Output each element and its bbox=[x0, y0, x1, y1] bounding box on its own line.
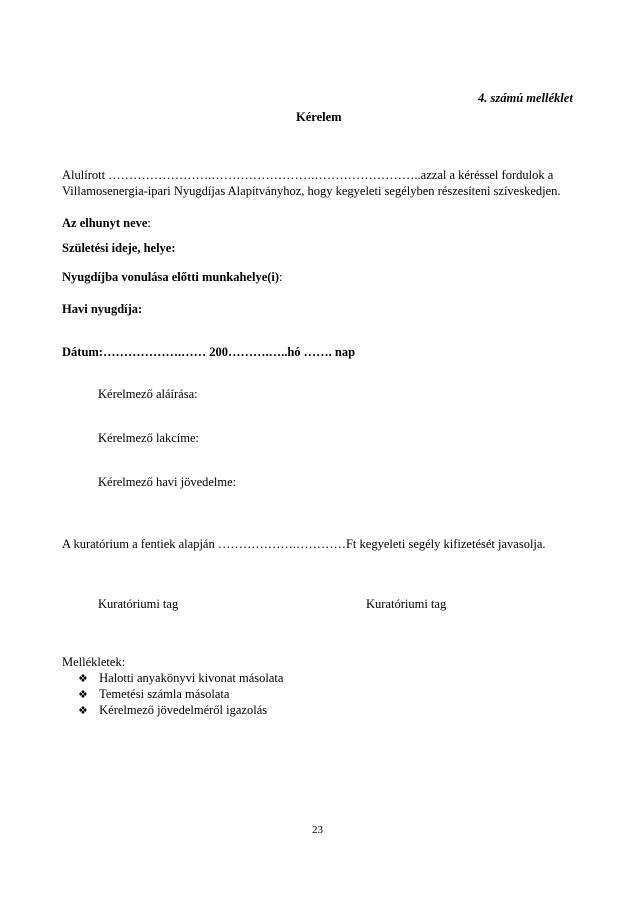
attachment-item bbox=[78, 671, 283, 687]
intro-line-2: Villamosenergia-ipari Nyugdíjas Alapítványhoz, hogy kegyeleti segélyben részesíteni szíveskedjen. bbox=[62, 184, 561, 198]
birth-label: Születési ideje, helye: bbox=[62, 241, 176, 255]
applicant-income-label: Kérelmező havi jövedelme: bbox=[98, 475, 237, 489]
deceased-name-colon: : bbox=[147, 216, 151, 230]
board-proposal: A kuratórium a fentiek alapján ……………….…………Ft kegyeleti segély kifizetését javasolja. bbox=[62, 537, 546, 551]
attachment-item-label: Temetési számla másolata bbox=[99, 687, 230, 701]
workplace-colon: : bbox=[279, 270, 283, 284]
diamond-bullet-icon: ❖ bbox=[78, 689, 88, 701]
annex-label: 4. számú melléklet bbox=[478, 91, 573, 105]
document-title: Kérelem bbox=[296, 110, 342, 124]
deceased-name-row bbox=[62, 216, 151, 231]
attachment-item bbox=[78, 703, 267, 719]
pension-label: Havi nyugdíja: bbox=[62, 302, 143, 316]
date-line: Dátum:……………….…… 200……….…..hó ……. nap bbox=[62, 345, 356, 359]
board-member-left: Kuratóriumi tag bbox=[98, 597, 179, 611]
attachment-item-label: Halotti anyakönyvi kivonat másolata bbox=[99, 671, 284, 685]
intro-line-1: Alulírott …………………….…………………….……………………..azzal a kéréssel fordulok a bbox=[62, 168, 554, 182]
board-member-right: Kuratóriumi tag bbox=[366, 597, 447, 611]
applicant-address-label: Kérelmező lakcíme: bbox=[98, 431, 199, 445]
workplace-row bbox=[62, 270, 283, 285]
page-number: 23 bbox=[312, 824, 323, 836]
workplace-label: Nyugdíjba vonulása előtti munkahelye(i) bbox=[62, 270, 280, 284]
attachments-heading: Mellékletek: bbox=[62, 655, 126, 669]
diamond-bullet-icon: ❖ bbox=[78, 673, 88, 685]
attachment-item bbox=[78, 687, 229, 703]
deceased-name-label: Az elhunyt neve bbox=[62, 216, 148, 230]
diamond-bullet-icon: ❖ bbox=[78, 705, 88, 717]
attachment-item-label: Kérelmező jövedelméről igazolás bbox=[99, 703, 268, 717]
applicant-signature-label: Kérelmező aláírása: bbox=[98, 387, 198, 401]
